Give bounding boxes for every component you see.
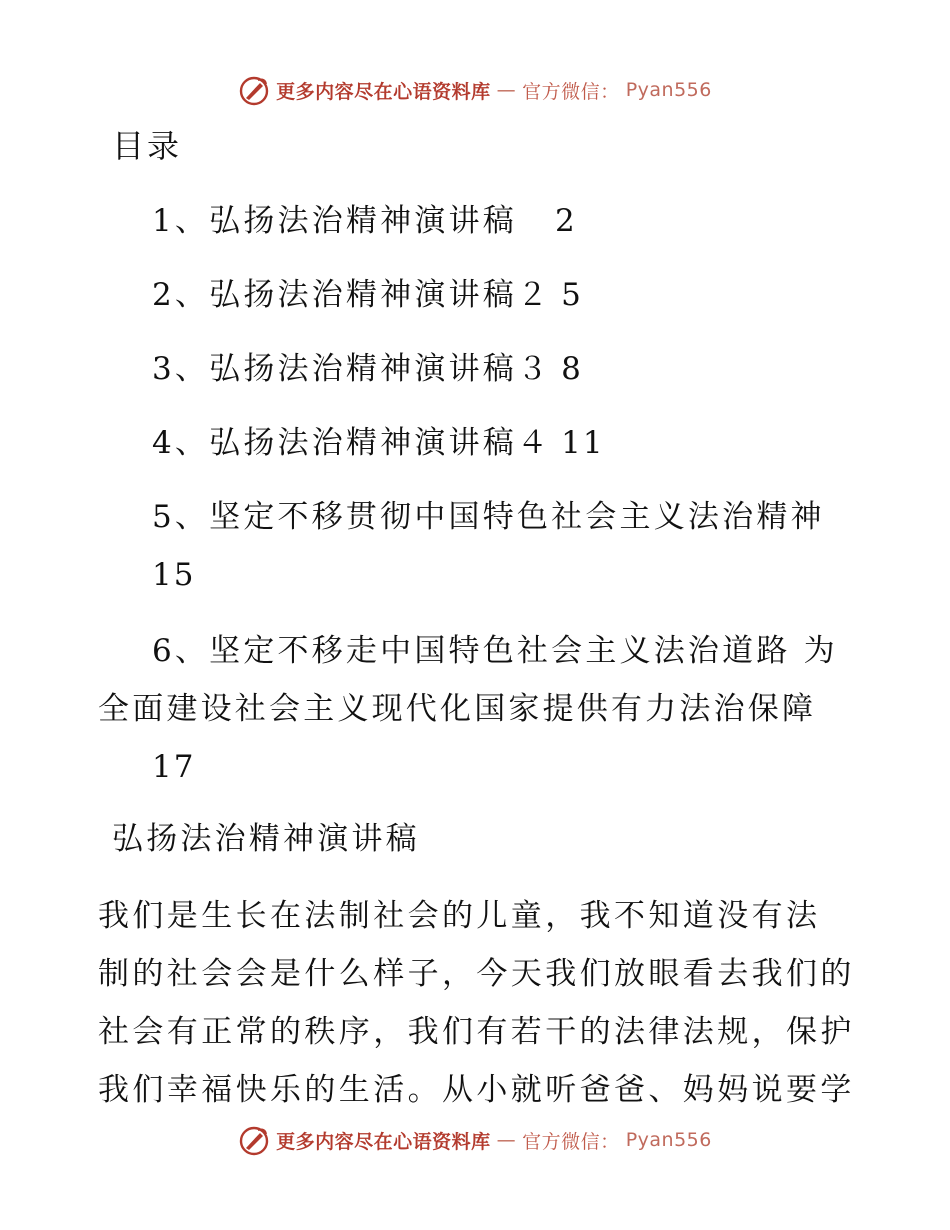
watermark-text: 更多内容尽在心语资料库: [276, 80, 491, 103]
toc-item-page-line: [152, 552, 195, 598]
watermark-dash: —: [496, 79, 517, 101]
brand-logo-icon: [238, 1124, 270, 1156]
toc-item: [152, 198, 577, 244]
toc-item-text: 3、弘扬法治精神演讲稿３: [152, 351, 552, 387]
toc-item-text: 全面建设社会主义现代化国家提供有力法治保障: [98, 691, 817, 727]
article-heading: 弘扬法治精神演讲稿: [112, 821, 420, 857]
article-line: 制的社会会是什么样子，今天我们放眼看去我们的: [98, 956, 855, 992]
toc-item-text: 5、坚定不移贯彻中国特色社会主义法治精神: [152, 499, 825, 535]
toc-title: 目录: [112, 127, 183, 165]
toc-item-page: 17: [152, 749, 196, 785]
article-line: 社会有正常的秩序，我们有若干的法律法规，保护: [98, 1014, 855, 1050]
watermark-wechat-id: Pyan556: [625, 1129, 712, 1151]
toc-item-text: 4、弘扬法治精神演讲稿４: [152, 425, 552, 461]
footer-watermark: [0, 1118, 950, 1162]
header-watermark: [0, 68, 950, 112]
watermark-wechat-label: 官方微信：: [522, 80, 620, 103]
toc-item: [152, 420, 605, 466]
brand-logo-icon: [238, 74, 270, 106]
watermark-wechat-label: 官方微信：: [522, 1130, 620, 1153]
toc-item-text: 6、坚定不移走中国特色社会主义法治道路 为: [152, 633, 838, 669]
toc-item: [152, 628, 838, 674]
toc-item-text: 2、弘扬法治精神演讲稿２: [152, 277, 552, 313]
toc-item-page: 11: [561, 425, 605, 461]
toc-item-page: 8: [561, 351, 583, 387]
toc-item: [152, 272, 583, 318]
toc-item-continuation: [98, 686, 816, 732]
watermark-text: 更多内容尽在心语资料库: [276, 1130, 491, 1153]
toc-item-page-line: [152, 744, 195, 790]
toc-item: [152, 346, 583, 392]
toc-item-page: 5: [561, 277, 583, 313]
toc-item-text: 1、弘扬法治精神演讲稿: [152, 203, 517, 239]
watermark-dash: —: [496, 1129, 517, 1151]
article-line: 我们是生长在法制社会的儿童，我不知道没有法: [98, 898, 821, 934]
toc-item: [152, 494, 825, 540]
toc-item-page: 2: [554, 203, 577, 239]
article-line: 我们幸福快乐的生活。从小就听爸爸、妈妈说要学: [98, 1072, 855, 1108]
toc-item-page: 15: [152, 557, 196, 593]
watermark-wechat-id: Pyan556: [625, 79, 712, 101]
